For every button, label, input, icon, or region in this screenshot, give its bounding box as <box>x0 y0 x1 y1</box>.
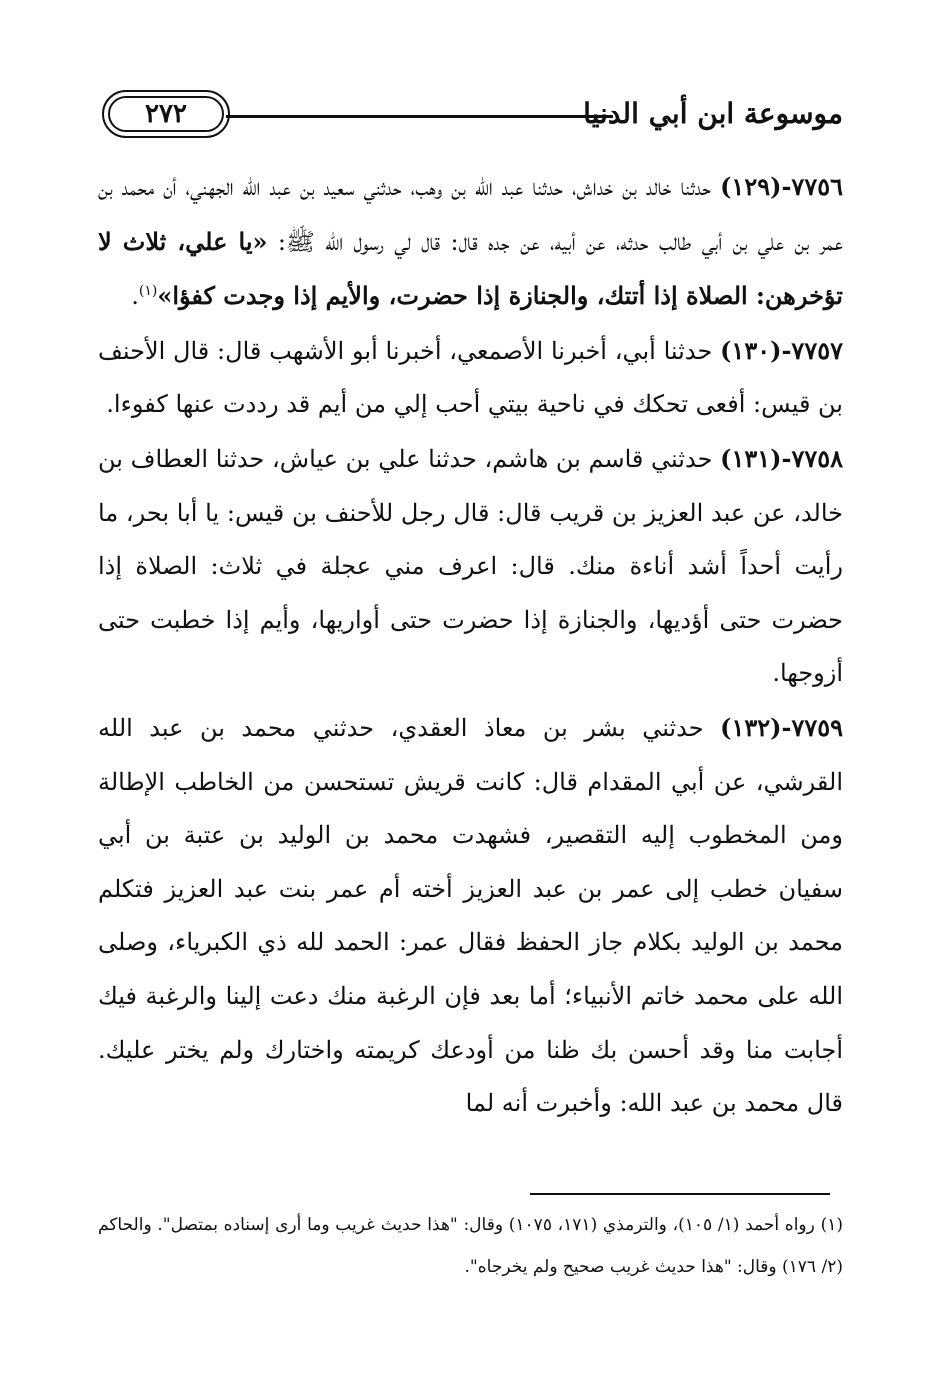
entry-text: حدثنا أبي، أخبرنا الأصمعي، أخبرنا أبو الأشهب قال: قال الأحنف بن قيس: أفعى تحكك في ناحية بيتي أحب إلي من أيم قد رددت عنها كفوءا. <box>98 336 843 419</box>
entry-number: ٧٧٥٦-(١٢٩) <box>720 172 843 201</box>
entry-number: ٧٧٥٩-(١٣٢) <box>720 712 843 742</box>
footnote-separator <box>530 1193 830 1195</box>
hadith-entry-7756 <box>98 160 843 324</box>
entry-number: ٧٧٥٨-(١٣١) <box>720 443 843 473</box>
entry-number: ٧٧٥٧-(١٣٠) <box>720 335 843 365</box>
footnote-reference[interactable]: (١) <box>138 283 158 300</box>
page-number: ٢٧٢ <box>145 99 187 129</box>
entry-text: حدثني بشر بن معاذ العقدي، حدثني محمد بن عبد الله القرشي، عن أبي المقدام قال: كانت قريش تستحسن من الخاطب الإطالة ومن المخطوب إليه التقصير، فشهدت محمد بن الوليد بن عتبة بن أبي سفيان خطب إلى عمر بن عبد العزيز أخته أم عمر بنت عبد العزيز فتكلم محمد بن الوليد بكلام جاز الحفظ فقال عمر: الحمد لله ذي الكبرياء، وصلى الله على محمد خاتم الأنبياء؛ أما بعد فإن الرغبة منك دعت إلينا والرغبة فيك أجابت منا وقد أحسن بك ظنا من أودعك كريمته واختارك ولم يختر عليك. قال محمد بن عبد الله: وأخبرت أنه لما <box>98 713 843 1118</box>
hadith-entry-7758 <box>98 432 843 701</box>
entry-text: حدثنا خالد بن خداش، حدثنا عبد الله بن وهب، حدثني سعيد بن عبد الله الجهني، أن محمد بن عمر بن علي بن أبي طالب حدثه، عن أبيه، عن جده قال: قال لي رسول الله ﷺ: <box>98 173 843 256</box>
page-number-badge <box>102 90 230 138</box>
hadith-entry-7759 <box>98 701 843 1131</box>
footnotes <box>98 1204 843 1288</box>
hadith-quote: «يا علي، ثلاث لا تؤخرهن: الصلاة إذا أتتك، والجنازة إذا حضرت، والأيم إذا وجدت كفؤا» <box>98 226 843 311</box>
entry-text-end: . <box>131 282 139 311</box>
header-rule <box>226 115 613 118</box>
entry-text: حدثني قاسم بن هاشم، حدثنا علي بن عياش، حدثنا العطاف بن خالد، عن عبد العزيز بن قريب قال: قال رجل للأحنف بن قيس: يا أبا بحر، ما رأيت أحداً أشد أناءة منك. قال: اعرف مني عجلة في ثلاث: الصلاة إذا حضرت حتى أؤديها، والجنازة إذا حضرت حتى أواريها، وأيم إذا خطبت حتى أزوجها. <box>98 444 844 688</box>
footnote-1: (١) رواه أحمد (١/ ١٠٥)، والترمذي (١٧١، ١٠٧٥) وقال: "هذا حديث غريب وما أرى إسناده بمتصل". والحاكم (٢/ ١٧٦) وقال: "هذا حديث غريب صحيح ولم يخرجاه". <box>98 1215 843 1277</box>
hadith-entry-7757 <box>98 324 843 432</box>
main-text <box>98 160 843 1131</box>
book-title: موسوعة ابن أبي الدنيا <box>583 97 843 130</box>
page-header <box>98 88 843 150</box>
